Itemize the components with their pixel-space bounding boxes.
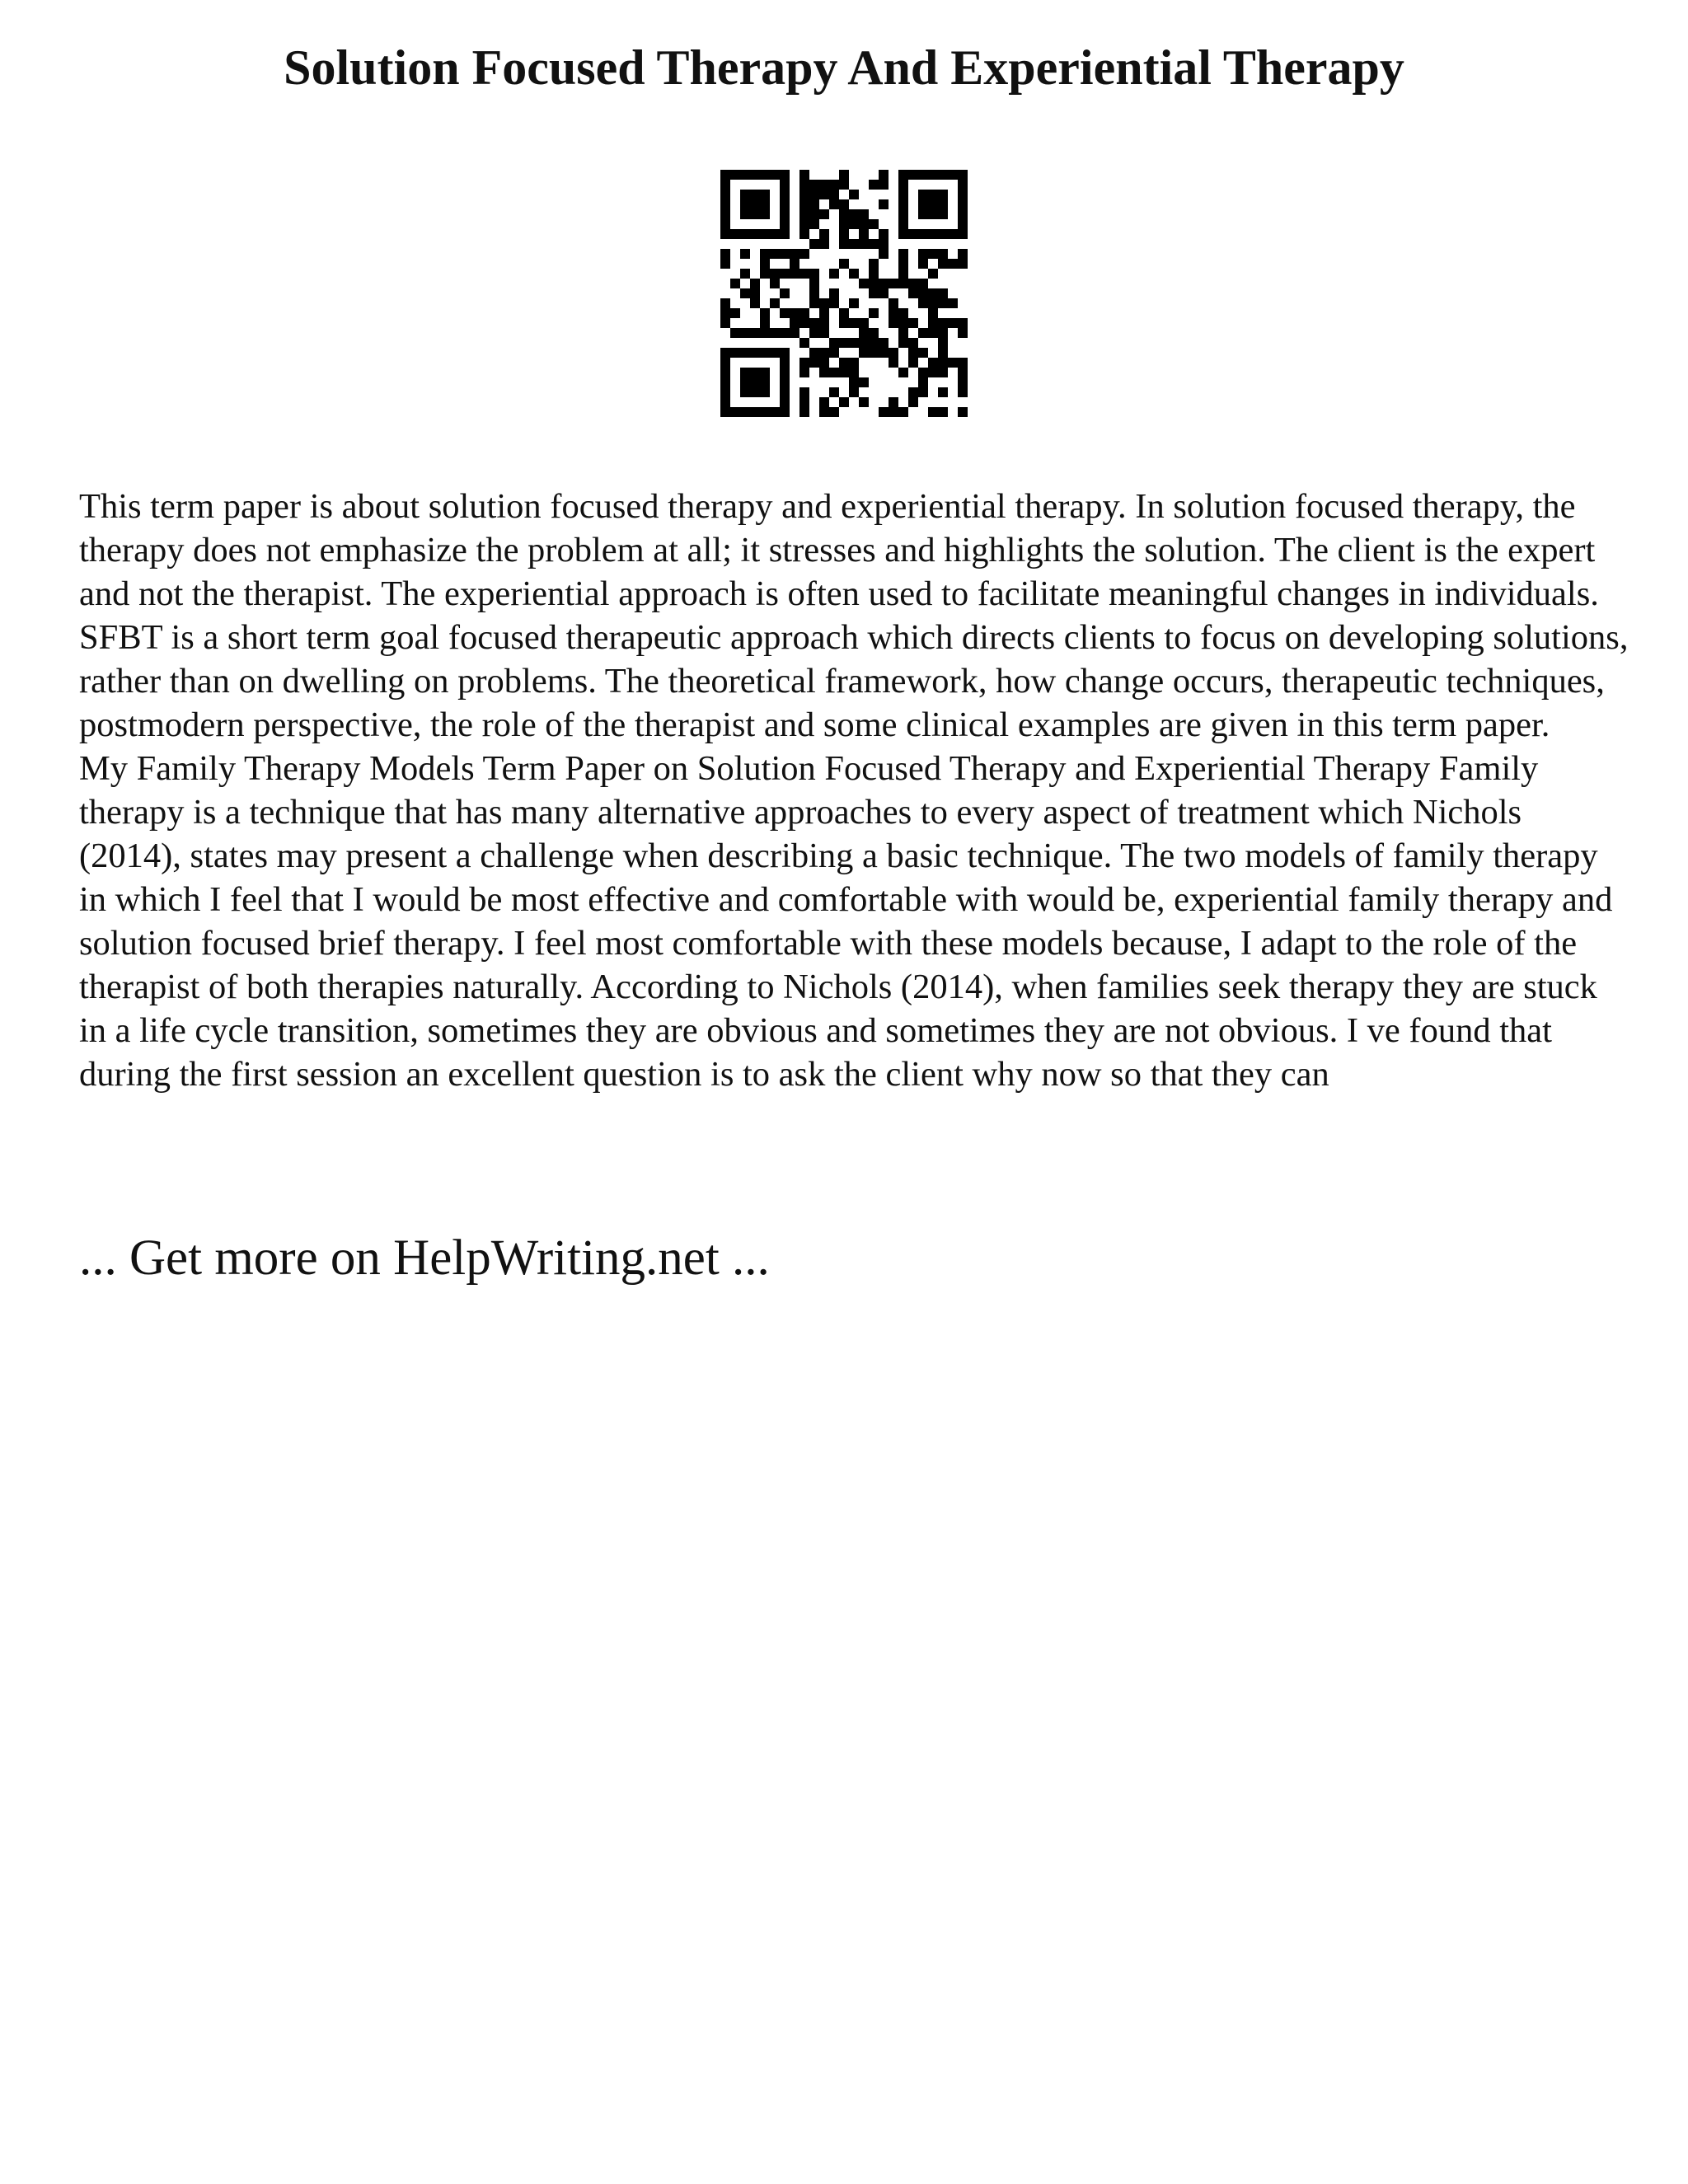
qr-module: [849, 269, 859, 279]
qr-module: [938, 348, 948, 358]
qr-module: [839, 358, 849, 368]
qr-module: [849, 368, 859, 377]
qr-module: [918, 387, 928, 397]
qr-module: [898, 308, 908, 318]
qr-module: [889, 298, 898, 308]
qr-module: [938, 298, 948, 308]
qr-module: [819, 229, 829, 239]
qr-module: [869, 288, 879, 298]
qr-module: [799, 318, 809, 328]
qr-module: [948, 318, 958, 328]
document-title: Solution Focused Therapy And Experiential Therapy: [284, 40, 1404, 95]
qr-module: [790, 318, 799, 328]
qr-module: [859, 209, 869, 219]
qr-code-graphic: [720, 170, 968, 417]
qr-module: [829, 190, 839, 199]
qr-module: [869, 269, 879, 279]
qr-module: [849, 190, 859, 199]
qr-module: [938, 288, 948, 298]
qr-module: [879, 288, 889, 298]
qr-module: [819, 308, 829, 318]
qr-module: [849, 387, 859, 397]
qr-module: [819, 298, 829, 308]
qr-module: [898, 279, 908, 288]
qr-module: [958, 170, 968, 239]
qr-module: [819, 407, 829, 417]
qr-module: [898, 269, 908, 279]
qr-module: [849, 318, 859, 328]
qr-module: [918, 298, 928, 308]
qr-module: [869, 279, 879, 288]
qr-module: [770, 298, 780, 308]
qr-module: [799, 229, 809, 239]
qr-module: [730, 308, 740, 318]
qr-module: [819, 209, 829, 219]
qr-module: [720, 407, 790, 417]
qr-module: [938, 338, 948, 348]
qr-module: [869, 338, 879, 348]
qr-module: [958, 249, 968, 259]
qr-module: [809, 298, 819, 308]
qr-module: [780, 288, 790, 298]
qr-module: [750, 328, 760, 338]
qr-module: [938, 387, 948, 397]
qr-module: [720, 298, 730, 308]
qr-module: [859, 397, 869, 407]
qr-module: [879, 199, 889, 209]
qr-module: [898, 170, 908, 239]
qr-module: [829, 199, 839, 209]
qr-module: [839, 318, 849, 328]
qr-module: [918, 377, 928, 387]
qr-module: [720, 308, 730, 318]
qr-module: [760, 328, 770, 338]
qr-module: [809, 288, 819, 298]
qr-module: [829, 407, 839, 417]
qr-module: [819, 180, 829, 190]
qr-module: [908, 397, 918, 407]
qr-module: [879, 180, 889, 190]
qr-module: [898, 170, 968, 180]
qr-module: [799, 308, 809, 318]
qr-module: [918, 249, 928, 259]
qr-module: [859, 338, 869, 348]
qr-module: [809, 269, 819, 279]
qr-module: [948, 259, 958, 269]
qr-module: [740, 249, 750, 259]
qr-module: [770, 249, 780, 259]
qr-module: [918, 368, 928, 377]
qr-module: [938, 368, 948, 377]
qr-module: [859, 377, 869, 387]
qr-module: [879, 239, 889, 249]
qr-module: [918, 259, 928, 269]
qr-module: [928, 358, 938, 368]
qr-module: [819, 368, 829, 377]
qr-module: [928, 318, 938, 328]
qr-module: [908, 387, 918, 397]
qr-module: [790, 308, 799, 318]
qr-module: [720, 170, 730, 239]
qr-module: [839, 219, 849, 229]
qr-module: [958, 407, 968, 417]
qr-module: [819, 190, 829, 199]
qr-module: [839, 209, 849, 219]
qr-module: [829, 298, 839, 308]
qr-module: [720, 249, 730, 259]
qr-module: [859, 348, 869, 358]
paragraph-excerpt: My Family Therapy Models Term Paper on Solution Focused Therapy and Experiential Therapy Family therapy is a technique that has many alternative approaches to every aspect of treatment which Nichols (2014), states may present a challenge when describing a basic technique. The two models of family therapy in which I feel that I would be most effective and comfortable with would be, experiential family therapy and solution focused brief therapy. I feel most comfortable with these models because, I adapt to the role of the therapist of both therapies naturally. According to Nichols (2014), when families seek therapy they are stuck in a life cycle transition, sometimes they are obvious and sometimes they are not obvious. I ve found that during the first session an excellent question is to ask the client why now so that they can: [79, 749, 1613, 1094]
qr-module: [859, 279, 869, 288]
qr-module: [809, 348, 819, 358]
qr-module: [809, 239, 819, 249]
qr-module: [819, 318, 829, 328]
qr-module: [780, 328, 790, 338]
qr-module: [869, 348, 879, 358]
qr-module: [889, 318, 898, 328]
qr-module: [918, 348, 928, 358]
qr-module: [859, 328, 869, 338]
document-body: [79, 485, 1629, 1096]
qr-module: [770, 279, 780, 288]
qr-module: [720, 259, 730, 269]
qr-module: [859, 239, 869, 249]
qr-module: [760, 269, 770, 279]
qr-module: [898, 318, 908, 328]
qr-module: [918, 279, 928, 288]
qr-module: [760, 259, 770, 269]
qr-module: [829, 288, 839, 298]
qr-module: [799, 180, 809, 190]
qr-module: [799, 397, 809, 407]
qr-module: [928, 308, 938, 318]
qr-module: [908, 338, 918, 348]
qr-module: [958, 328, 968, 338]
qr-module: [859, 219, 869, 229]
qr-module: [928, 328, 938, 338]
qr-module: [839, 170, 849, 180]
qr-module: [809, 209, 819, 219]
qr-module: [849, 219, 859, 229]
qr-module: [879, 229, 889, 239]
qr-module: [898, 407, 908, 417]
qr-module: [879, 170, 889, 180]
qr-module: [928, 407, 938, 417]
qr-module: [750, 288, 760, 298]
qr-module: [849, 298, 859, 308]
qr-module: [799, 209, 809, 219]
qr-module: [889, 407, 898, 417]
qr-module: [839, 199, 849, 209]
qr-module: [938, 249, 948, 259]
qr-module: [780, 170, 790, 239]
qr-module: [790, 269, 799, 279]
qr-module: [799, 368, 809, 377]
qr-module: [898, 249, 908, 259]
qr-module: [809, 318, 819, 328]
qr-module: [918, 190, 948, 219]
qr-module: [740, 190, 770, 219]
qr-module: [799, 190, 809, 199]
qr-module: [819, 328, 829, 338]
qr-module: [799, 249, 809, 259]
get-more-link[interactable]: ... Get more on HelpWriting.net ...: [79, 1230, 770, 1286]
qr-module: [879, 407, 889, 417]
qr-module: [809, 328, 819, 338]
qr-module: [849, 377, 859, 387]
qr-module: [740, 328, 750, 338]
qr-module: [938, 358, 948, 368]
qr-module: [908, 358, 918, 368]
qr-module: [928, 288, 938, 298]
qr-module: [819, 348, 829, 358]
qr-module: [938, 328, 948, 338]
qr-module: [829, 387, 839, 397]
qr-module: [750, 279, 760, 288]
qr-module: [720, 348, 790, 358]
qr-module: [879, 348, 889, 358]
qr-module: [770, 328, 780, 338]
qr-module: [869, 328, 879, 338]
qr-module: [770, 269, 780, 279]
qr-module: [908, 279, 918, 288]
qr-module: [839, 397, 849, 407]
qr-module: [928, 269, 938, 279]
qr-module: [898, 259, 908, 269]
qr-module: [730, 328, 740, 338]
qr-module: [948, 358, 958, 368]
qr-module: [898, 368, 908, 377]
qr-module: [829, 338, 839, 348]
qr-module: [839, 338, 849, 348]
qr-module: [819, 397, 829, 407]
qr-module: [908, 288, 918, 298]
qr-module: [928, 298, 938, 308]
qr-module: [849, 338, 859, 348]
qr-module: [839, 308, 849, 318]
qr-module: [839, 229, 849, 239]
qr-module: [720, 318, 730, 328]
qr-module: [849, 239, 859, 249]
qr-module: [799, 170, 809, 180]
qr-module: [799, 338, 809, 348]
qr-module: [760, 318, 770, 328]
qr-module: [869, 180, 879, 190]
qr-module: [879, 279, 889, 288]
qr-module: [799, 387, 809, 397]
qr-module: [839, 259, 849, 269]
qr-module: [889, 358, 898, 368]
qr-module: [809, 358, 819, 368]
qr-module: [869, 259, 879, 269]
qr-module: [760, 249, 770, 259]
qr-module: [809, 199, 819, 209]
qr-module: [928, 249, 938, 259]
qr-module: [829, 368, 839, 377]
qr-module: [780, 308, 790, 318]
qr-module: [760, 308, 770, 318]
qr-module: [790, 249, 799, 259]
qr-module: [780, 269, 790, 279]
qr-module: [829, 348, 839, 358]
qr-module: [740, 368, 770, 397]
qr-module: [750, 298, 760, 308]
qr-module: [918, 288, 928, 298]
qr-module: [958, 368, 968, 377]
qr-module: [948, 298, 958, 308]
qr-module: [908, 318, 918, 328]
qr-module: [869, 219, 879, 229]
qr-module: [780, 348, 790, 417]
qr-module: [849, 209, 859, 219]
qr-module: [740, 269, 750, 279]
qr-module: [928, 368, 938, 377]
qr-module: [829, 180, 839, 190]
qr-module: [819, 239, 829, 249]
qr-module: [849, 358, 859, 368]
qr-module: [898, 229, 968, 239]
qr-module: [869, 308, 879, 318]
qr-module: [730, 279, 740, 288]
qr-module: [720, 229, 790, 239]
qr-module: [829, 269, 839, 279]
qr-module: [839, 180, 849, 190]
qr-code-icon: [720, 170, 968, 417]
qr-module: [938, 259, 948, 269]
qr-module: [799, 407, 809, 417]
qr-module: [898, 338, 908, 348]
qr-module: [790, 328, 799, 338]
qr-module: [898, 328, 908, 338]
qr-module: [859, 229, 869, 239]
qr-module: [879, 249, 889, 259]
qr-module: [958, 318, 968, 328]
qr-module: [799, 199, 809, 209]
qr-module: [958, 259, 968, 269]
qr-module: [918, 328, 928, 338]
qr-module: [780, 249, 790, 259]
qr-module: [790, 259, 799, 269]
qr-module: [799, 358, 809, 368]
qr-module: [839, 239, 849, 249]
qr-module: [799, 269, 809, 279]
qr-module: [938, 407, 948, 417]
qr-module: [809, 219, 819, 229]
qr-module: [869, 239, 879, 249]
qr-module: [720, 170, 790, 180]
qr-module: [889, 279, 898, 288]
qr-module: [938, 318, 948, 328]
qr-module: [908, 348, 918, 358]
qr-module: [889, 397, 898, 407]
qr-module: [839, 368, 849, 377]
paragraph-summary: This term paper is about solution focused therapy and experiential therapy. In solution focused therapy, the therapy does not emphasize the problem at all; it stresses and highlights the solution. The client is the expert and not the therapist. The experiential approach is often used to facilitate meaningful changes in individuals. SFBT is a short term goal focused therapeutic approach which directs clients to focus on developing solutions, rather than on dwelling on problems. The theoretical framework, how change occurs, therapeutic techniques, postmodern perspective, the role of the therapist and some clinical examples are given in this term paper.: [79, 487, 1629, 744]
qr-module: [740, 288, 750, 298]
qr-module: [809, 279, 819, 288]
qr-module: [889, 348, 898, 358]
qr-module: [720, 348, 730, 417]
qr-module: [799, 219, 809, 229]
qr-module: [809, 190, 819, 199]
qr-module: [879, 338, 889, 348]
qr-module: [809, 180, 819, 190]
qr-module: [958, 377, 968, 387]
qr-module: [958, 387, 968, 397]
qr-module: [889, 308, 898, 318]
qr-module: [819, 358, 829, 368]
qr-module: [859, 318, 869, 328]
qr-module: [958, 358, 968, 368]
